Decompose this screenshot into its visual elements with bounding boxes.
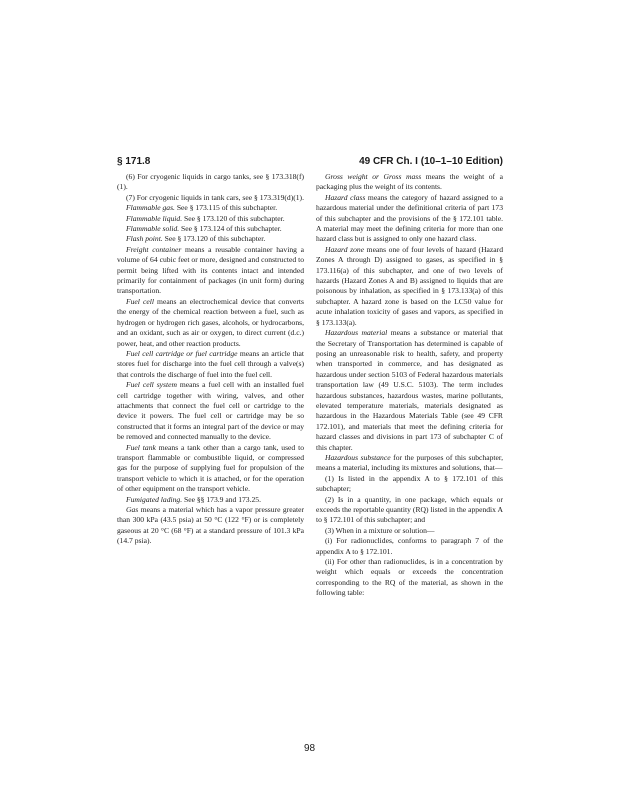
defined-term: Fuel cell cartridge or fuel cartridge xyxy=(126,348,238,358)
definition-text: (6) For cryogenic liquids in cargo tanks, see § 173.318(f)(1). xyxy=(117,172,304,192)
defined-term: Flammable liquid. xyxy=(126,213,183,223)
definition-paragraph xyxy=(316,193,503,245)
defined-term: Flammable solid. xyxy=(126,224,180,234)
definition-paragraph xyxy=(117,443,304,495)
defined-term: Flammable gas. xyxy=(126,203,175,213)
defined-term: Hazardous material xyxy=(325,328,388,338)
defined-term: Fuel cell xyxy=(126,296,154,306)
definition-text: means an article that stores fuel for discharge into the fuel cell through a valve(s) that controls the discharge of fuel into the fuel cell. xyxy=(117,348,304,379)
cfr-title: 49 CFR Ch. I (10–1–10 Edition) xyxy=(359,156,503,167)
definition-text: See §§ 173.9 and 173.25. xyxy=(182,494,261,504)
definition-paragraph xyxy=(117,172,304,193)
section-number: § 171.8 xyxy=(117,156,151,167)
definition-text: See § 173.124 of this subchapter. xyxy=(179,224,282,234)
definition-text: means a fuel cell with an installed fuel cell cartridge together with wiring, valves, and other attachments that connect the fuel cell or cartridge to the device it powers. The fuel cell or cartridge may be so constructed that it forms an integral part of the device or may be removed and connected manually to the device. xyxy=(117,380,304,442)
definition-text: See § 173.120 of this subchapter. xyxy=(162,234,266,244)
definition-paragraph xyxy=(117,349,304,380)
definition-paragraph xyxy=(316,536,503,557)
definition-text: means a material which has a vapor pressure greater than 300 kPa (43.5 psia) at 50 °C (122 °F) or is completely gaseous at 20 °C (68 °F) at a standard pressure of 101.3 kPa (14.7 psia). xyxy=(117,505,304,546)
definition-paragraph xyxy=(117,203,304,213)
definition-text: means a substance or material that the Secretary of Transportation has determined is capable of posing an unreasonable risk to health, safety, and property when transported in commerce, and has designated as hazardous under section 5103 of Federal hazardous materials transportation law (49 U.S.C. 5103). The term includes hazardous substances, hazardous wastes, marine pollutants, elevated temperature materials, materials designated as hazardous in the Hazardous Materials Table (see 49 CFR 172.101), and materials that meet the defining criteria for hazard classes and divisions in part 173 of subchapter C of this chapter. xyxy=(316,328,503,452)
definition-paragraph xyxy=(117,224,304,234)
defined-term: Hazard class xyxy=(325,192,366,202)
defined-term: Flash point. xyxy=(126,234,163,244)
definition-text: (1) Is listed in the appendix A to § 172.101 of this subchapter; xyxy=(316,473,503,494)
definition-text: means the weight of a packaging plus the weight of its contents. xyxy=(316,172,503,192)
defined-term: Fuel tank xyxy=(126,442,156,452)
defined-term: Freight container xyxy=(126,244,182,254)
definition-paragraph xyxy=(316,526,503,536)
definition-paragraph xyxy=(117,245,304,297)
defined-term: Gross weight or Gross mass xyxy=(325,172,422,181)
definition-paragraph xyxy=(117,214,304,224)
definition-paragraph xyxy=(117,380,304,442)
definition-paragraph xyxy=(316,172,503,193)
definition-paragraph xyxy=(316,495,503,526)
definition-paragraph xyxy=(316,474,503,495)
definition-text: for the purposes of this subchapter, means a material, including its mixtures and solutions, that— xyxy=(316,452,503,473)
definition-text: (7) For cryogenic liquids in tank cars, see § 173.319(d)(1). xyxy=(126,192,304,202)
definition-paragraph xyxy=(316,453,503,474)
definition-text: means one of four levels of hazard (Hazard Zones A through D) assigned to gases, as specified in § 173.116(a) of this subchapter, and one of two levels of hazards (Hazard Zones A and B) assigned to liquids that are poisonous by inhalation, as specified in § 173.133(a) of this subchapter. A hazard zone is based on the LC50 value for acute inhalation toxicity of gases and vapors, as specified in § 173.133(a). xyxy=(316,244,503,327)
definition-text: means a reusable container having a volume of 64 cubic feet or more, designed and constructed to permit being lifted with its contents intact and intended primarily for containment of packages (in unit form) during transportation. xyxy=(117,244,305,296)
definition-text: See § 173.115 of this subchapter. xyxy=(174,203,278,213)
definition-paragraph xyxy=(117,193,304,203)
defined-term: Gas xyxy=(126,505,139,514)
defined-term: Hazard zone xyxy=(325,244,365,254)
defined-term: Fumigated lading. xyxy=(126,494,183,504)
definition-text: means a tank other than a cargo tank, used to transport flammable or combustible liquid, or compressed gas for the purpose of supplying fuel for propulsion of the transport vehicle to which it is attached, or for the operation of other equipment on the transport vehicle. xyxy=(117,442,305,494)
definition-text: (ii) For other than radionuclides, is in a concentration by weight which equals or exceeds the concentration corresponding to the RQ of the material, as shown in the following table: xyxy=(316,557,503,598)
defined-term: Hazardous substance xyxy=(325,452,391,462)
definition-paragraph xyxy=(316,557,503,599)
right-column xyxy=(316,172,503,599)
definition-paragraph xyxy=(117,234,304,244)
definition-paragraph xyxy=(117,505,304,547)
left-column xyxy=(117,172,304,547)
definition-text: (i) For radionuclides, conforms to paragraph 7 of the appendix A to § 172.101. xyxy=(316,536,503,556)
definition-paragraph xyxy=(117,297,304,349)
running-header xyxy=(117,156,503,170)
definition-text: means an electrochemical device that converts the energy of the chemical reaction between a fuel, such as hydrogen or hydrogen rich gases, alcohols, or hydrocarbons, and an oxidant, such as air or oxygen, to direct current (d.c.) power, heat, and other reaction products. xyxy=(117,296,304,348)
defined-term: Fuel cell system xyxy=(126,380,177,390)
page-number: 98 xyxy=(303,743,316,754)
definition-paragraph xyxy=(117,495,304,505)
definition-text: See § 173.120 of this subchapter. xyxy=(182,213,285,223)
definition-text: means the category of hazard assigned to a hazardous material under the definitional criteria of part 173 of this subchapter and the provisions of the § 172.101 table. A material may meet the defining criteria for more than one hazard class but is assigned to only one hazard class. xyxy=(316,192,504,244)
definition-text: (2) Is in a quantity, in one package, which equals or exceeds the reportable quantity (RQ) listed in the appendix A to § 172.101 of this subchapter; and xyxy=(316,494,503,525)
definition-paragraph xyxy=(316,245,503,328)
definition-text: (3) When in a mixture or solution— xyxy=(325,525,435,535)
definition-paragraph xyxy=(316,328,503,453)
